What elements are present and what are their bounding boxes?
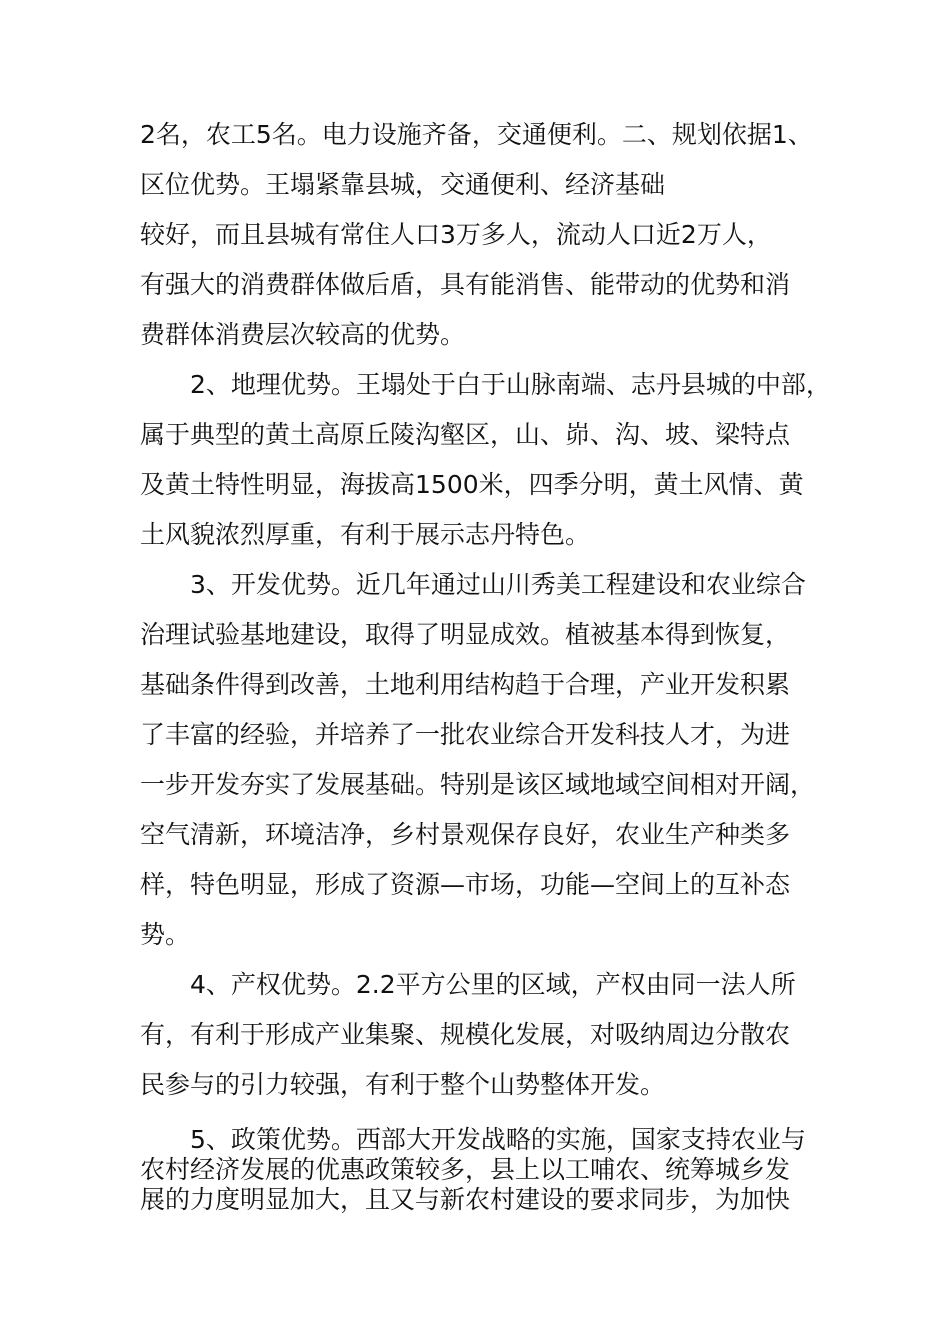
text-line: 展的力度明显加大，且又与新农村建设的要求同步，为加快 — [140, 1185, 791, 1214]
text-line: 有强大的消费群体做后盾，具有能消售、能带动的优势和消 — [140, 270, 791, 299]
paragraph-first-line: 2、地理优势。王塌处于白于山脉南端、志丹县城的中部， — [190, 370, 831, 399]
text-line: 空气清新，环境洁净，乡村景观保存良好，农业生产种类多 — [140, 820, 791, 849]
text-line: 样，特色明显，形成了资源—市场，功能—空间上的互补态 — [140, 870, 791, 899]
text-line: 有，有利于形成产业集聚、规模化发展，对吸纳周边分散农 — [140, 1020, 791, 1049]
paragraph-first-line: 3、开发优势。近几年通过山川秀美工程建设和农业综合 — [190, 570, 806, 599]
paragraph-first-line: 4、产权优势。2.2平方公里的区域，产权由同一法人所 — [190, 970, 796, 999]
text-line: 费群体消费层次较高的优势。 — [140, 320, 466, 349]
text-line: 民参与的引力较强，有利于整个山势整体开发。 — [140, 1070, 666, 1099]
text-line: 治理试验基地建设，取得了明显成效。植被基本得到恢复， — [140, 620, 791, 649]
text-line: 了丰富的经验，并培养了一批农业综合开发科技人才，为进 — [140, 720, 791, 749]
text-line: 一步开发夯实了发展基础。特别是该区域地域空间相对开阔， — [140, 770, 816, 799]
text-line: 土风貌浓烈厚重，有利于展示志丹特色。 — [140, 520, 591, 549]
text-line: 基础条件得到改善，土地利用结构趋于合理，产业开发积累 — [140, 670, 791, 699]
text-line: 及黄土特性明显，海拔高1500米，四季分明，黄土风情、黄 — [140, 470, 804, 499]
text-line: 属于典型的黄土高原丘陵沟壑区，山、峁、沟、坡、梁特点 — [140, 420, 791, 449]
text-line: 农村经济发展的优惠政策较多，县上以工哺农、统筹城乡发 — [140, 1155, 791, 1184]
text-line: 较好，而且县城有常住人口3万多人，流动人口近2万人， — [140, 220, 772, 249]
text-line: 势。 — [140, 920, 191, 949]
paragraph-first-line: 5、政策优势。西部大开发战略的实施，国家支持农业与 — [190, 1125, 806, 1154]
text-line: 区位优势。王塌紧靠县城，交通便利、经济基础 — [140, 170, 666, 199]
text-line: 2名，农工5名。电力设施齐备，交通便利。二、规划依据1、 — [140, 120, 813, 149]
